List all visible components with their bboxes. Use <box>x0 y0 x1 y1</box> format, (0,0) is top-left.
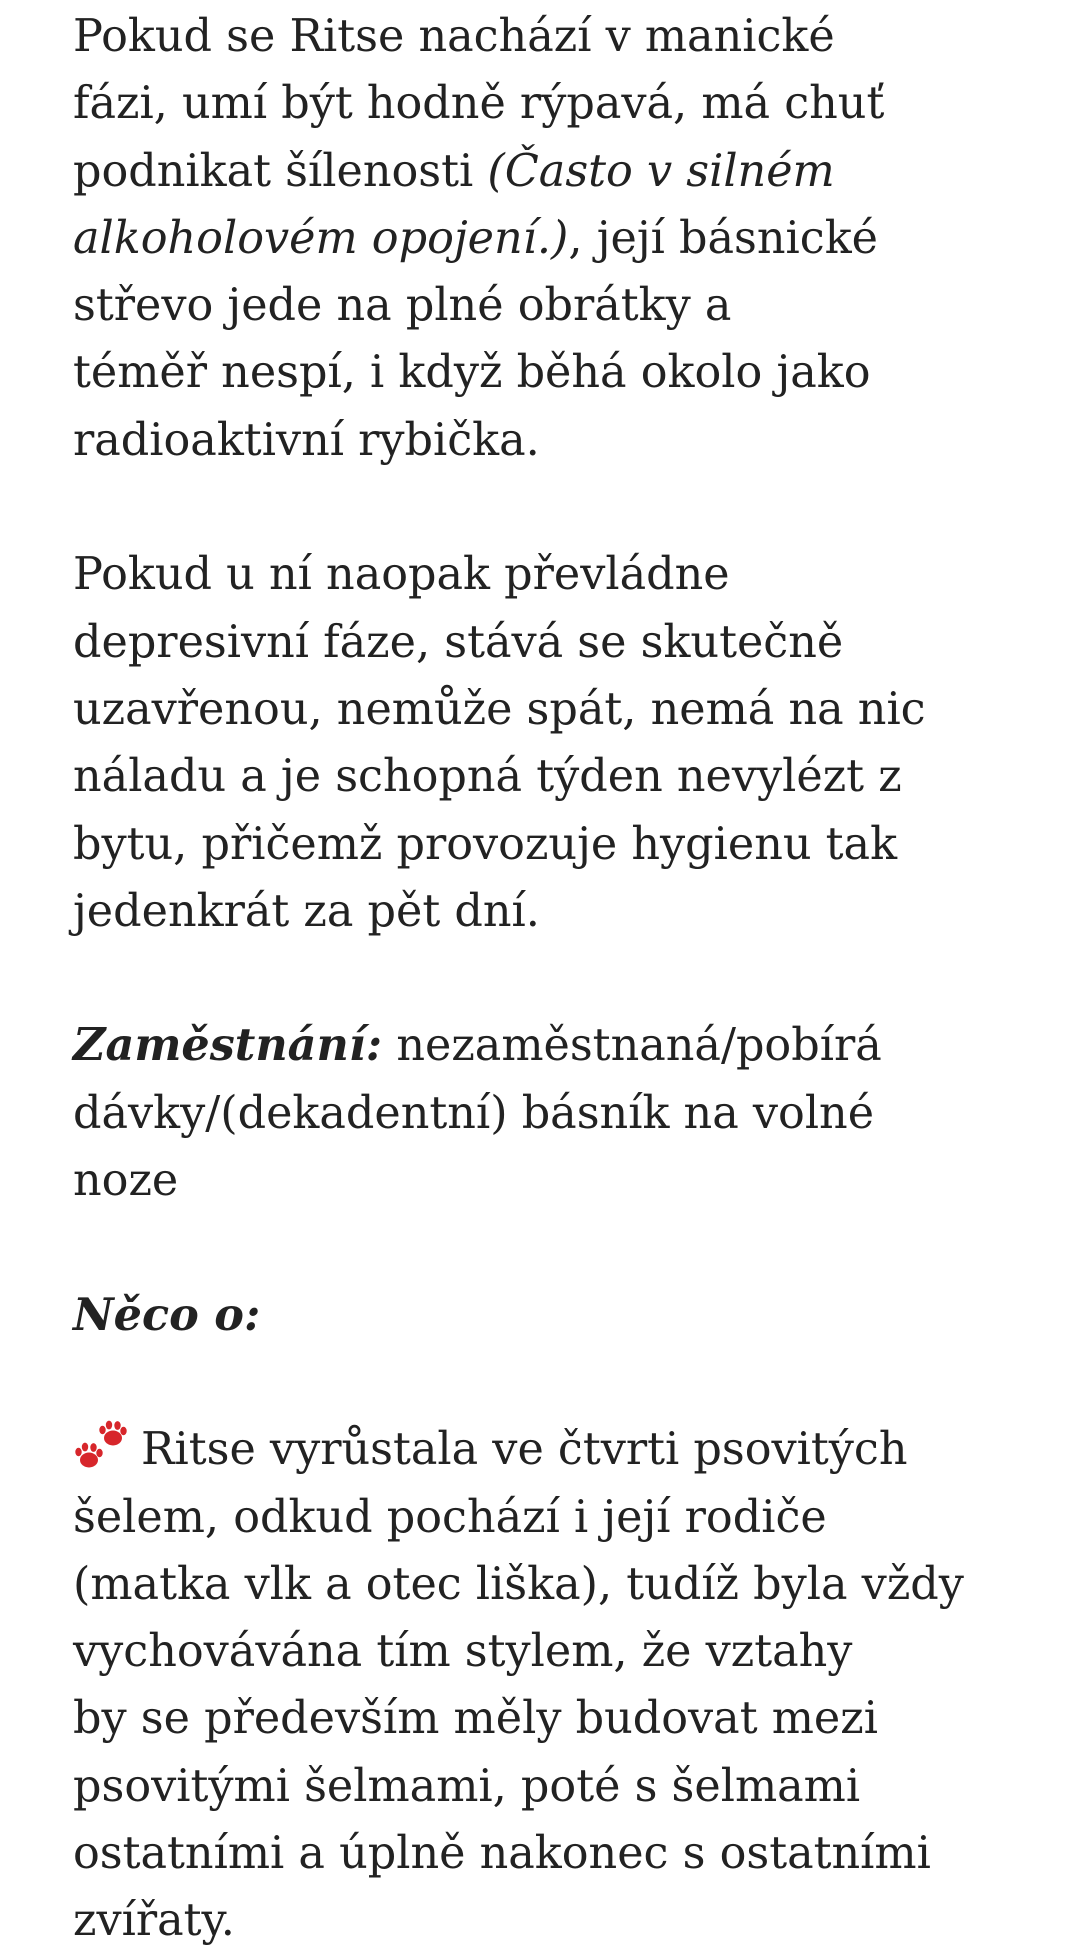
text-line: zvířaty. <box>73 1895 235 1947</box>
text-line: bytu, přičemž provozuje hygienu tak <box>73 818 898 870</box>
italic-note: (Často v silném <box>487 145 835 197</box>
text-line: fázi, umí být hodně rýpavá, má chuť <box>73 78 885 130</box>
text-line <box>73 1416 1033 1483</box>
text-line: depresivní fáze, stává se skutečně <box>73 616 844 668</box>
article-body <box>73 0 1033 1947</box>
text-line <box>73 205 1033 272</box>
text-line: šelem, odkud pochází i její rodiče <box>73 1491 827 1543</box>
about-heading: Něco o: <box>73 1288 261 1341</box>
text-line: dávky/(dekadentní) básník na volné <box>73 1087 875 1139</box>
employment-value: nezaměstnaná/pobírá <box>382 1020 882 1072</box>
paragraph-spacer <box>73 945 1033 1012</box>
paragraph-spacer <box>73 474 1033 541</box>
text-line: uzavřenou, nemůže spát, nemá na nic <box>73 683 926 735</box>
text-line <box>73 1012 1033 1079</box>
text-line: Pokud se Ritse nachází v manické <box>73 11 835 62</box>
text-line: noze <box>73 1155 179 1207</box>
text-fragment: Ritse vyrůstala ve čtvrti psovitých <box>141 1424 908 1476</box>
employment-label: Zaměstnání: <box>73 1019 383 1072</box>
depressive-phase-paragraph <box>73 541 1033 945</box>
text-line: téměř nespí, i když běhá okolo jako <box>73 347 871 399</box>
text-line: jedenkrát za pět dní. <box>73 885 540 937</box>
text-fragment: , její básnické <box>568 212 878 264</box>
text-line: Pokud u ní naopak převládne <box>73 549 730 601</box>
text-line: vychovávána tím stylem, že vztahy <box>73 1626 853 1678</box>
italic-note: alkoholovém opojení.) <box>73 212 569 264</box>
text-line <box>73 138 1033 205</box>
about-heading-paragraph <box>73 1282 1033 1349</box>
text-line: střevo jede na plné obrátky a <box>73 280 732 332</box>
employment-paragraph <box>73 1012 1033 1214</box>
paragraph-spacer <box>73 1349 1033 1416</box>
paragraph-spacer <box>73 1214 1033 1281</box>
text-line: (matka vlk a otec liška), tudíž byla vždy <box>73 1558 964 1610</box>
text-line: náladu a je schopná týden nevylézt z <box>73 751 902 803</box>
upbringing-paragraph <box>73 1416 1033 1954</box>
text-line: radioaktivní rybička. <box>73 414 540 466</box>
text-line: by se především měly budovat mezi <box>73 1693 878 1745</box>
text-line: ostatními a úplně nakonec s ostatními <box>73 1828 931 1880</box>
text-line: psovitými šelmami, poté s šelmami <box>73 1760 861 1812</box>
manic-phase-paragraph <box>73 3 1033 474</box>
text-fragment: podnikat šílenosti <box>73 145 488 197</box>
paw-prints-icon <box>73 1416 133 1474</box>
